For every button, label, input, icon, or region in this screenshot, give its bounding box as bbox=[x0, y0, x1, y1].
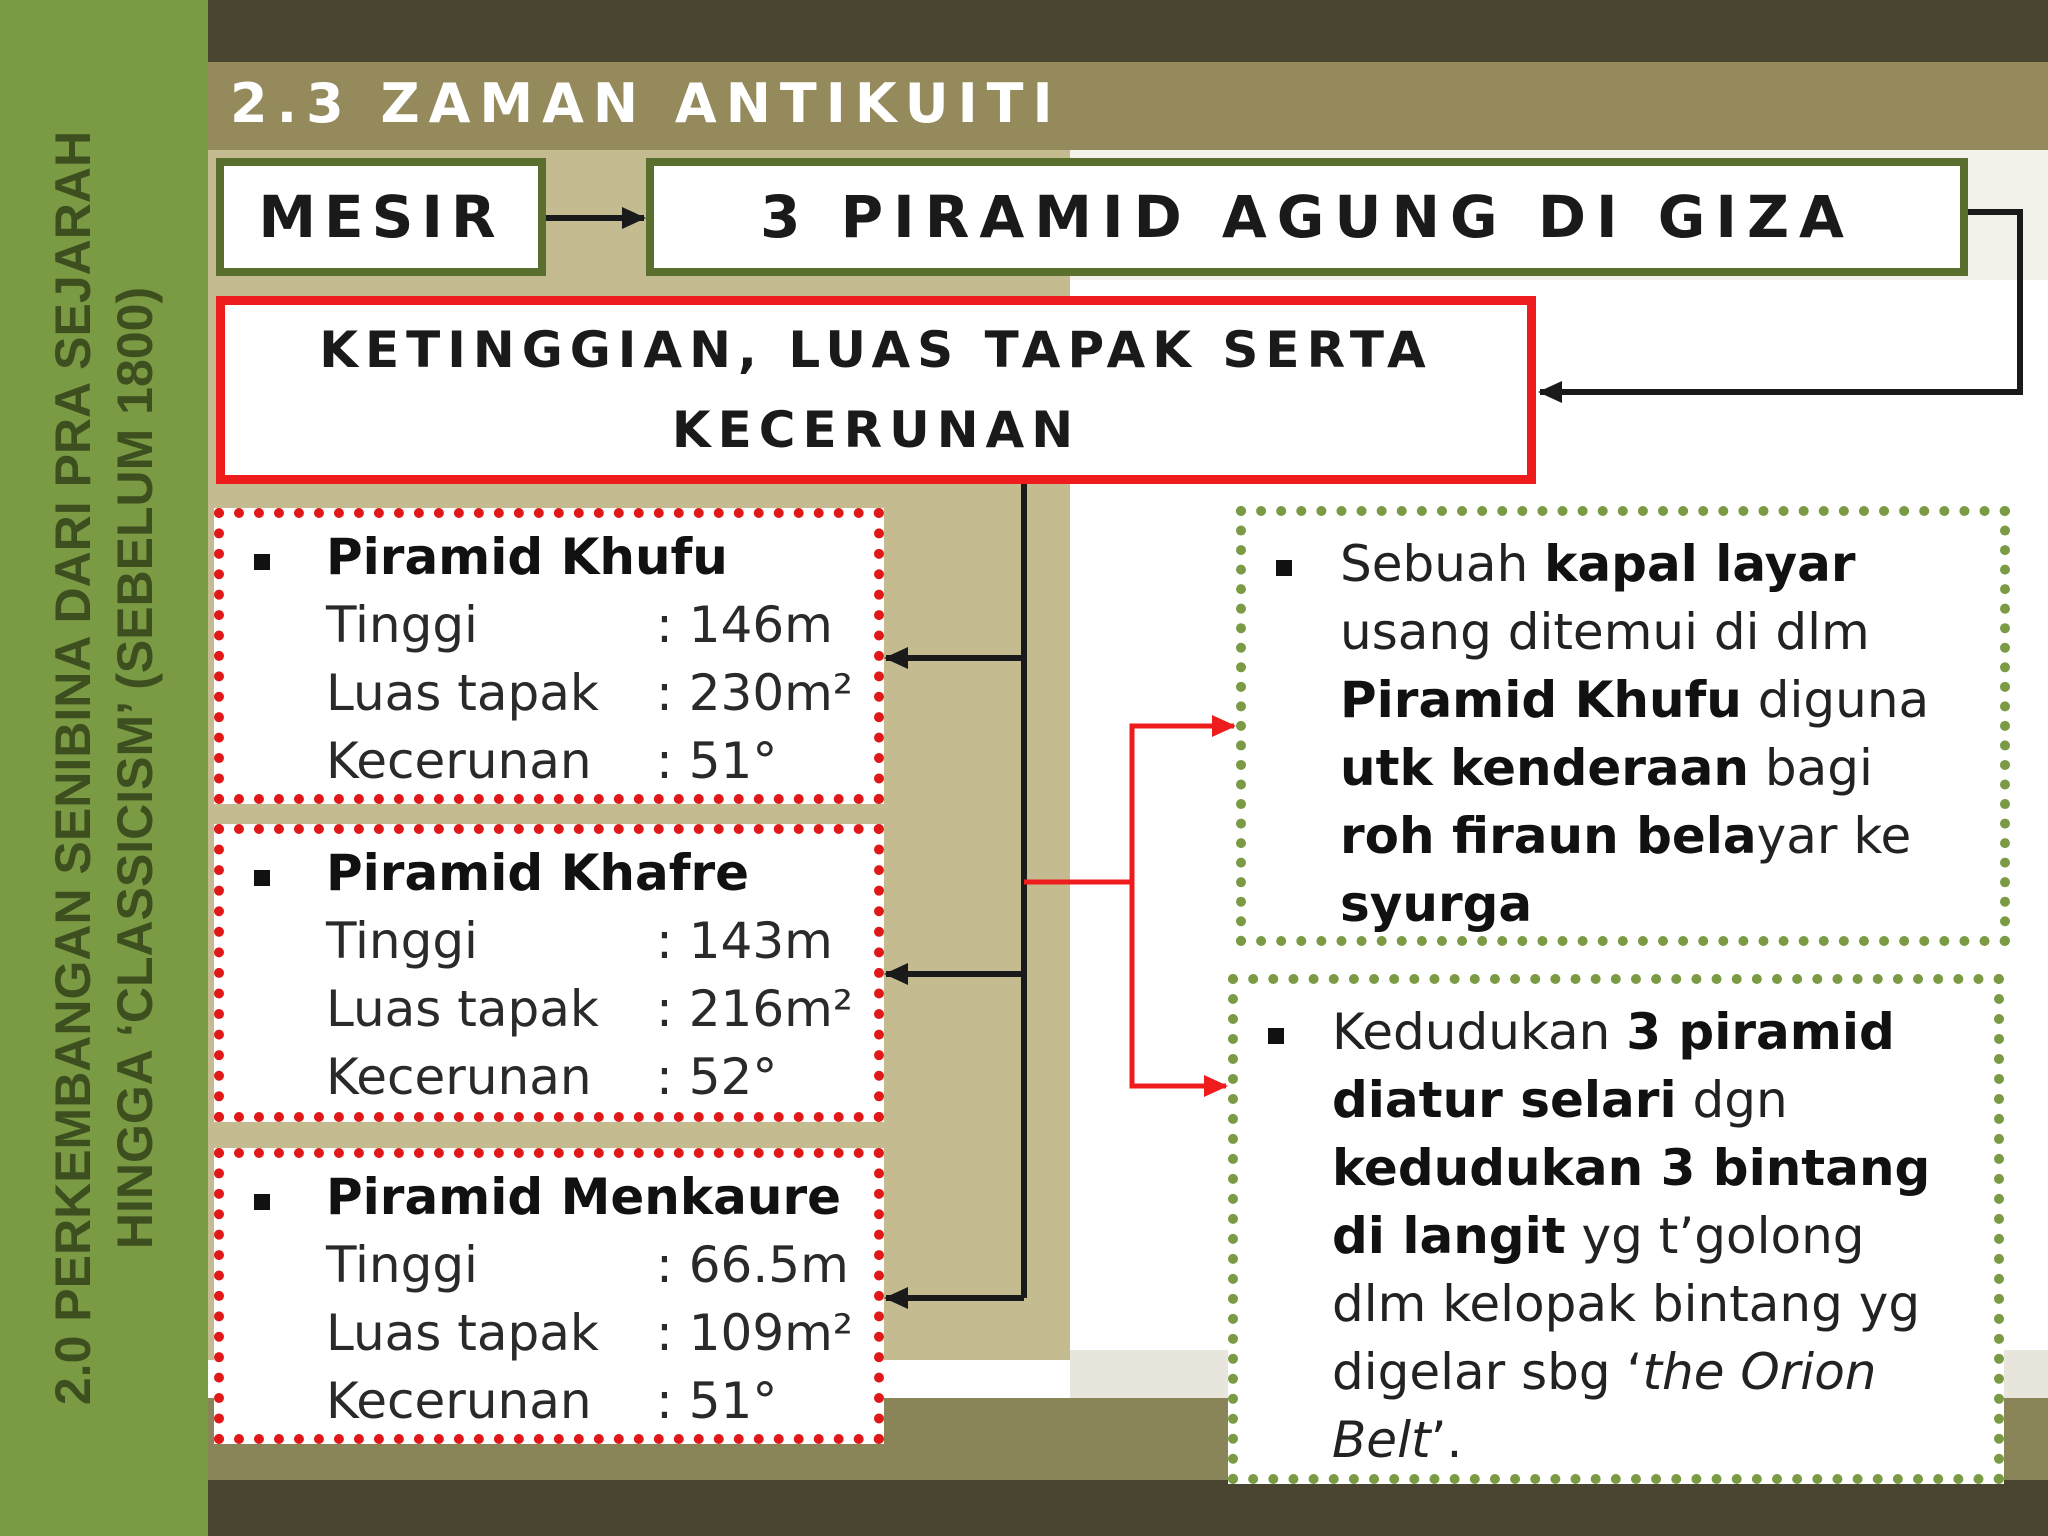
row-value: : 52° bbox=[656, 1048, 778, 1106]
bold-run: utk kenderaan bbox=[1340, 739, 1750, 797]
info-box-orion-belt bbox=[1228, 974, 2004, 1484]
red-branch bbox=[1024, 726, 1234, 882]
row-label: Kecerunan bbox=[326, 1372, 592, 1430]
row-label: Luas tapak bbox=[326, 664, 599, 722]
pyramid-row-kecerunan bbox=[326, 1372, 777, 1430]
row-label: Tinggi bbox=[326, 1236, 478, 1294]
slide-title: 2.3 ZAMAN ANTIKUITI bbox=[230, 72, 1062, 135]
pyramid-row-tinggi bbox=[326, 1236, 849, 1294]
pyramid-card-khufu bbox=[214, 508, 884, 804]
row-value: : 109m² bbox=[656, 1304, 853, 1362]
mesir-label: MESIR bbox=[258, 183, 504, 251]
text-run: diguna bbox=[1741, 671, 1930, 729]
row-label: Tinggi bbox=[326, 912, 478, 970]
pyramid-row-kecerunan bbox=[326, 1048, 777, 1106]
pyramid-row-tinggi bbox=[326, 912, 833, 970]
row-label: Luas tapak bbox=[326, 980, 599, 1038]
ketinggian-label-1: KETINGGIAN, LUAS TAPAK SERTA bbox=[319, 321, 1433, 379]
text-run: dgn bbox=[1676, 1071, 1788, 1129]
pyramid-row-kecerunan bbox=[326, 732, 777, 790]
italic-run: the Orion Belt bbox=[1332, 1343, 1877, 1469]
mesir-box bbox=[216, 158, 546, 276]
row-value: : 143m bbox=[656, 912, 833, 970]
row-value: : 216m² bbox=[656, 980, 853, 1038]
bold-run: kapal layar bbox=[1544, 535, 1856, 593]
pyramid-row-luas bbox=[326, 664, 853, 722]
row-label: Kecerunan bbox=[326, 1048, 592, 1106]
text-run: Sebuah bbox=[1340, 535, 1545, 593]
side-title-line-1: 2.0 PERKEMBANGAN SENIBINA DARI PRA SEJARAH bbox=[45, 130, 101, 1406]
pyramid-name: Piramid Menkaure bbox=[326, 1168, 842, 1226]
row-value: : 51° bbox=[656, 1372, 778, 1430]
piramid-agung-label: 3 PIRAMID AGUNG DI GIZA bbox=[760, 183, 1854, 251]
text-run: yar ke bbox=[1756, 807, 1912, 865]
row-value: : 51° bbox=[656, 732, 778, 790]
text-run: usang ditemui di dlm bbox=[1340, 603, 1870, 661]
bold-run: kedudukan 3 bintang di langit bbox=[1332, 1139, 1931, 1265]
bold-run: roh firaun bela bbox=[1340, 807, 1757, 865]
side-title-line-2: HINGGA ‘CLASSICISM’ (SEBELUM 1800) bbox=[107, 286, 163, 1250]
info-text bbox=[1332, 998, 1974, 1474]
pyramid-row-tinggi bbox=[326, 596, 833, 654]
piramid-agung-box bbox=[646, 158, 1968, 276]
row-value: : 230m² bbox=[656, 664, 853, 722]
text-run: ’. bbox=[1430, 1411, 1463, 1469]
red-branch-2 bbox=[1132, 882, 1226, 1086]
bullet-icon bbox=[254, 1194, 270, 1210]
pyramid-row-luas bbox=[326, 1304, 853, 1362]
ketinggian-label-2: KECERUNAN bbox=[671, 401, 1081, 459]
bullet-icon bbox=[254, 554, 270, 570]
bold-run: syurga bbox=[1340, 875, 1533, 933]
pyramid-row-luas bbox=[326, 980, 853, 1038]
pyramid-card-menkaure bbox=[214, 1148, 884, 1444]
row-label: Tinggi bbox=[326, 596, 478, 654]
bullet-icon bbox=[1276, 560, 1292, 576]
bullet-icon bbox=[254, 870, 270, 886]
text-run: yg t’golong dlm kelopak bintang yg digelar sbg ‘ bbox=[1332, 1207, 1921, 1401]
text-run: Kedudukan bbox=[1332, 1003, 1627, 1061]
text-run: bagi bbox=[1749, 739, 1873, 797]
bullet-icon bbox=[1268, 1028, 1284, 1044]
bold-run: Piramid Khufu bbox=[1340, 671, 1742, 729]
row-label: Kecerunan bbox=[326, 732, 592, 790]
row-value: : 146m bbox=[656, 596, 833, 654]
pyramid-card-khafre bbox=[214, 824, 884, 1122]
info-text bbox=[1340, 530, 1980, 938]
pyramid-name: Piramid Khafre bbox=[326, 844, 750, 902]
row-label: Luas tapak bbox=[326, 1304, 599, 1362]
pyramid-name: Piramid Khufu bbox=[326, 528, 728, 586]
bold-run: 3 piramid diatur selari bbox=[1332, 1003, 1895, 1129]
row-value: : 66.5m bbox=[656, 1236, 849, 1294]
info-box-kapal-layar bbox=[1236, 506, 2010, 946]
ketinggian-box bbox=[216, 296, 1536, 484]
